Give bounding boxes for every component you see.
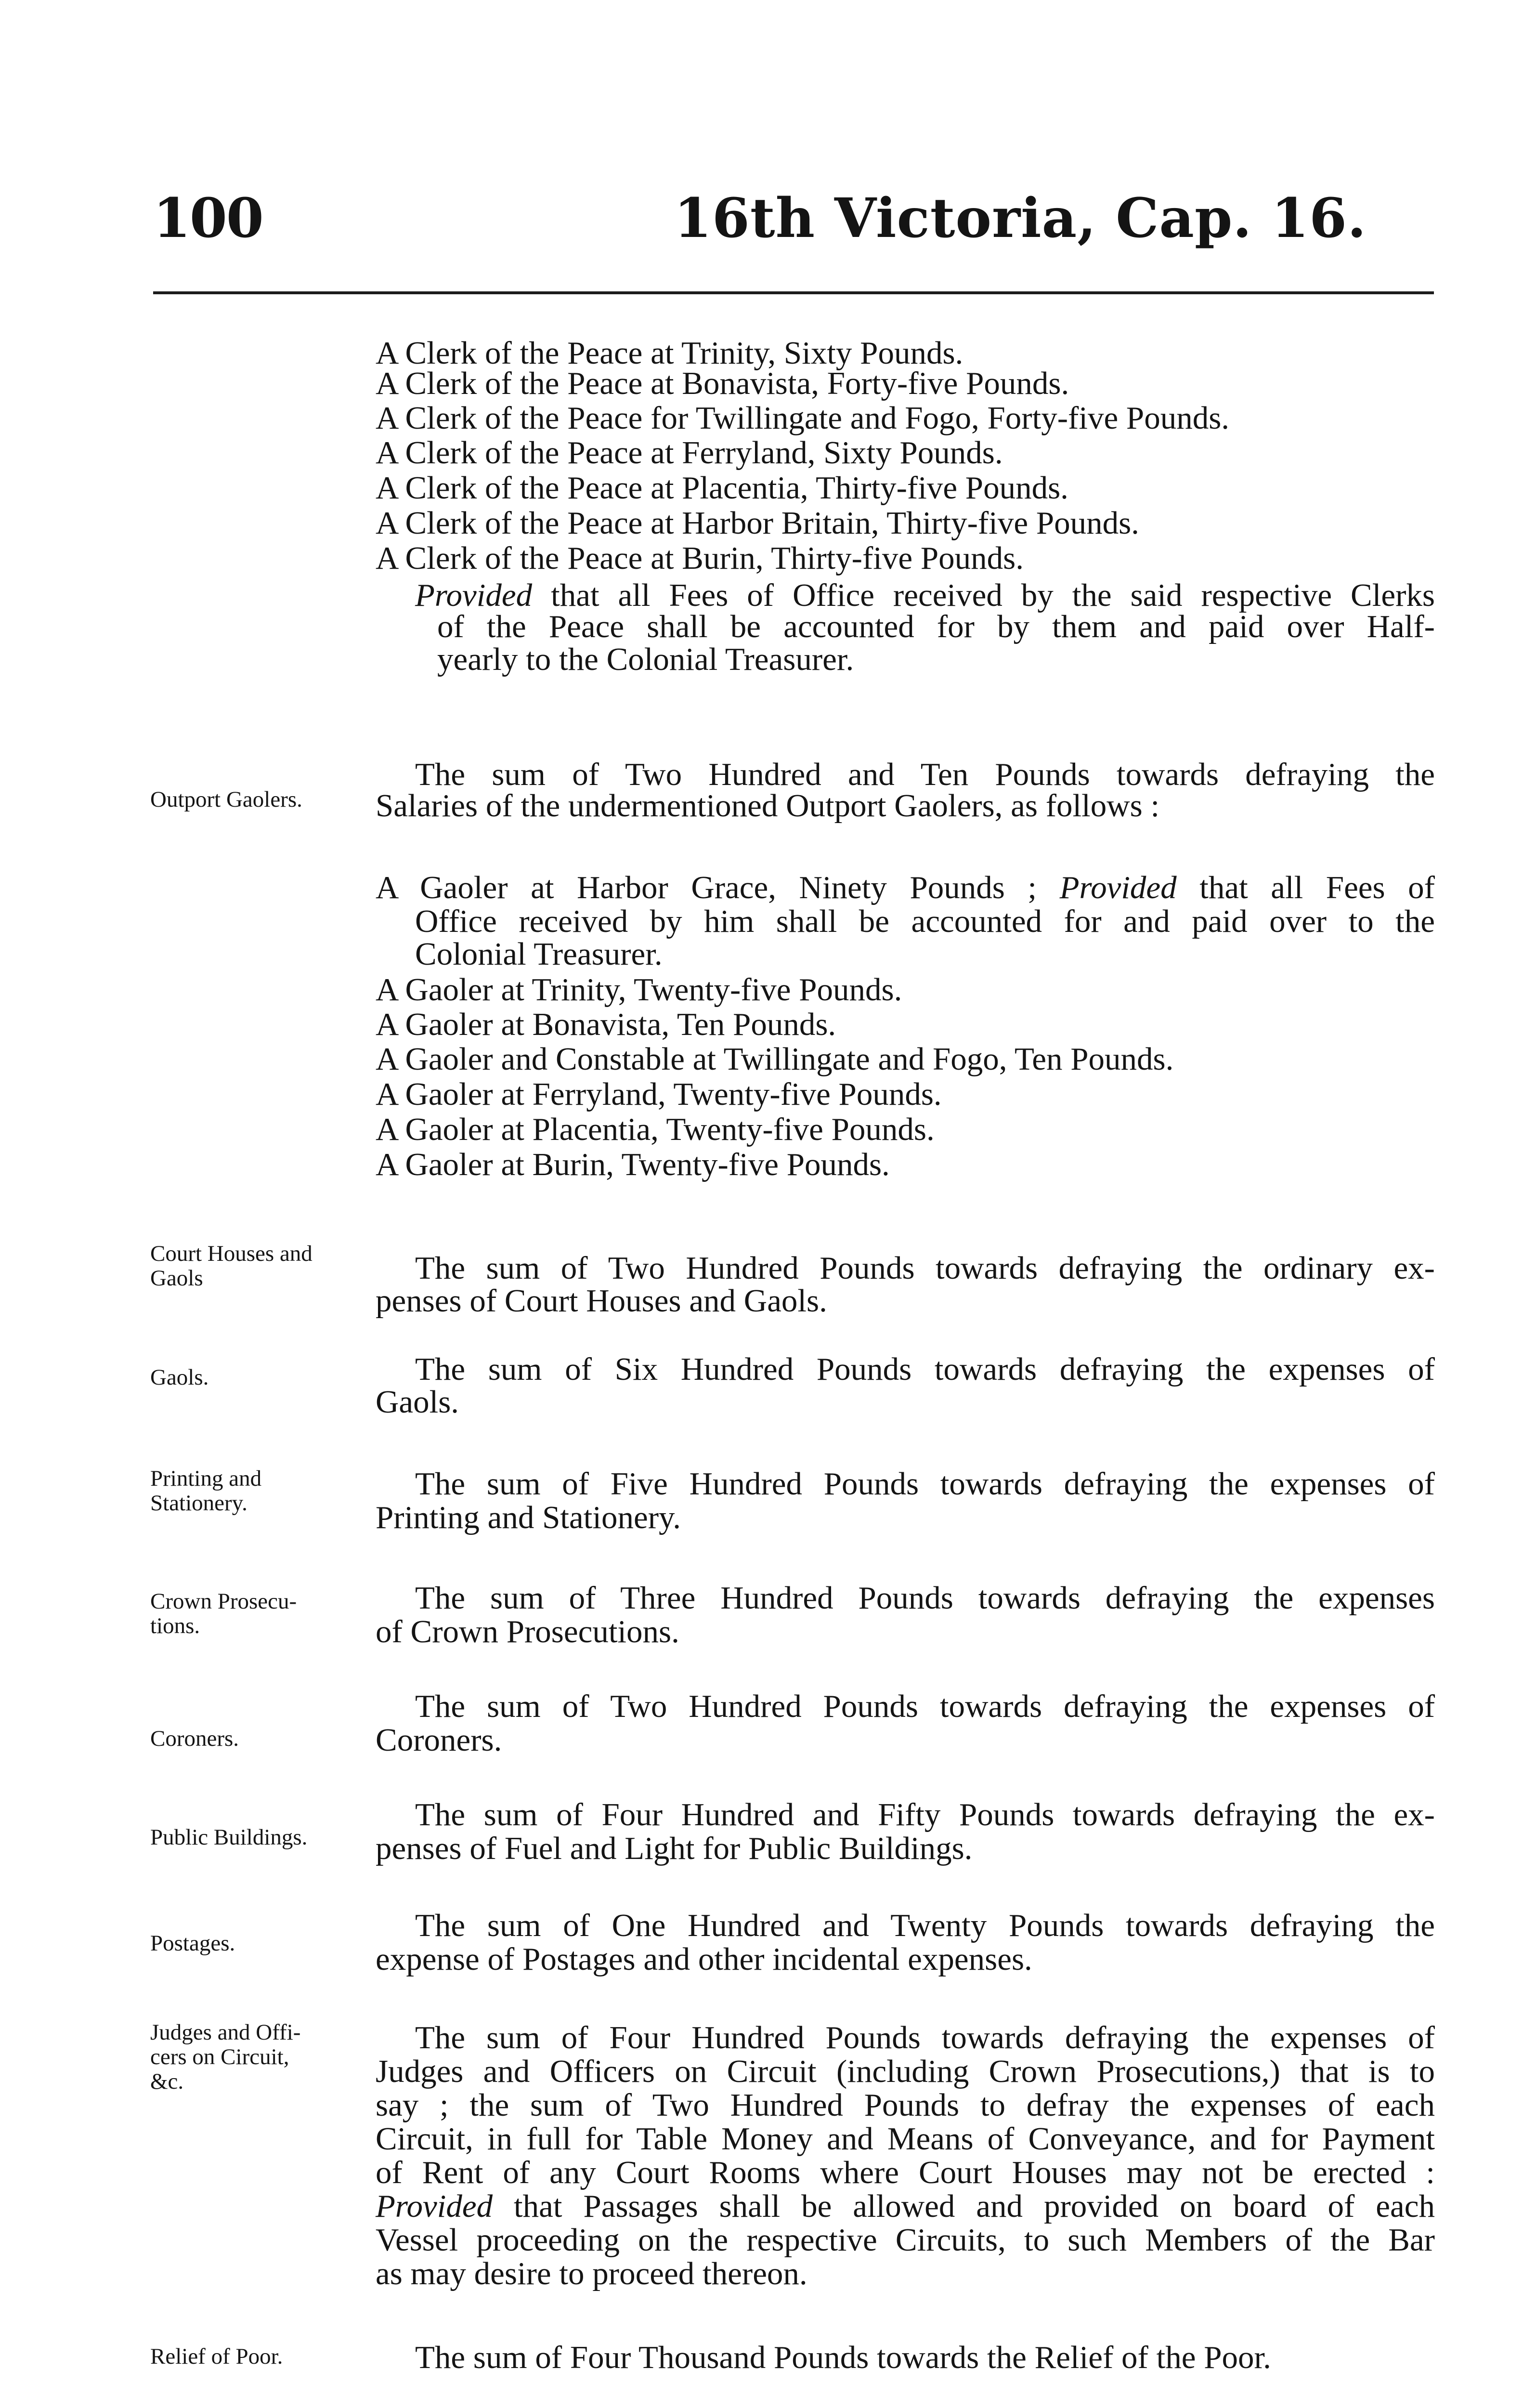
gaoler-line: A Gaoler at Bonavista, Ten Pounds. [376,1007,836,1042]
paragraph-line: The sum of Four Hundred and Fifty Pounds towards defraying the ex- [415,1797,1435,1832]
margin-note-gaols: Gaols. [150,1365,209,1390]
paragraph-line: penses of Court Houses and Gaols. [376,1283,827,1319]
paragraph-line: The sum of Five Hundred Pounds towards defraying the expenses of [415,1466,1435,1502]
paragraph-line: Provided that Passages shall be allowed and provided on board of each [376,2188,1435,2224]
clerk-proviso-line: of the Peace shall be accounted for by them and paid over Half- [437,609,1435,644]
paragraph-line: The sum of Six Hundred Pounds towards defraying the expenses of [415,1351,1435,1387]
paragraph-line: Salaries of the undermentioned Outport Gaolers, as follows : [376,788,1160,824]
margin-note-postages: Postages. [150,1931,235,1956]
margin-note-judges: Judges and Offi- cers on Circuit, &c. [150,2020,301,2094]
paragraph-line: expense of Postages and other incidental expenses. [376,1941,1032,1977]
paragraph-line: The sum of Two Hundred Pounds towards defraying the ordinary ex- [415,1250,1435,1286]
paragraph-line: The sum of Two Hundred and Ten Pounds towards defraying the [415,757,1435,792]
gaoler-line: A Gaoler at Placentia, Twenty-five Pounds. [376,1112,935,1147]
clerk-line: A Clerk of the Peace at Trinity, Sixty Pounds. [376,335,963,371]
margin-note-printing: Printing and Stationery. [150,1466,262,1516]
margin-note-coroners: Coroners. [150,1726,239,1751]
clerk-line: A Clerk of the Peace at Placentia, Thirty-five Pounds. [376,470,1068,506]
gaoler-line: A Gaoler at Burin, Twenty-five Pounds. [376,1147,890,1182]
margin-note-outport-gaolers: Outport Gaolers. [150,787,302,812]
clerk-line: A Clerk of the Peace at Burin, Thirty-five Pounds. [376,540,1024,576]
margin-note-crown-prosecutions: Crown Prosecu- tions. [150,1589,297,1638]
page-number: 100 [153,187,263,250]
paragraph-line: say ; the sum of Two Hundred Pounds to defray the expenses of each [376,2087,1435,2123]
paragraph-line: Printing and Stationery. [376,1500,681,1535]
clerk-line: A Clerk of the Peace at Harbor Britain, Thirty-five Pounds. [376,505,1139,541]
paragraph-line: The sum of One Hundred and Twenty Pounds towards defraying the [415,1908,1435,1943]
clerk-line: A Clerk of the Peace for Twillingate and Fogo, Forty-five Pounds. [376,400,1230,436]
margin-note-relief-of-poor: Relief of Poor. [150,2344,283,2369]
gaoler-line: A Gaoler and Constable at Twillingate and Fogo, Ten Pounds. [376,1041,1174,1077]
clerk-line: A Clerk of the Peace at Bonavista, Forty-five Pounds. [376,366,1069,401]
paragraph-line: penses of Fuel and Light for Public Buildings. [376,1831,973,1866]
page-header [0,0,1536,289]
proviso-italic: Provided [415,577,533,613]
paragraph-line: The sum of Two Hundred Pounds towards defraying the expenses of [415,1688,1435,1724]
paragraph-line: as may desire to proceed thereon. [376,2256,807,2291]
paragraph-line: of Rent of any Court Rooms where Court Houses may not be erected : [376,2155,1435,2190]
paragraph-line: The sum of Four Thousand Pounds towards the Relief of the Poor. [415,2340,1271,2375]
paragraph-line: Circuit, in full for Table Money and Means of Conveyance, and for Payment [376,2121,1435,2157]
paragraph-line: of Crown Prosecutions. [376,1614,679,1649]
gaoler-line: Office received by him shall be accounted for and paid over to the [415,903,1435,939]
running-title: 16th Victoria, Cap. 16. [674,187,1367,250]
margin-note-public-buildings: Public Buildings. [150,1825,308,1850]
paragraph-line: Vessel proceeding on the respective Circuits, to such Members of the Bar [376,2222,1435,2258]
paragraph-line: Coroners. [376,1722,502,1758]
gaoler-line: A Gaoler at Trinity, Twenty-five Pounds. [376,972,902,1008]
gaoler-line: Colonial Treasurer. [415,936,663,972]
paragraph-line: Gaols. [376,1384,459,1420]
margin-note-court-houses: Court Houses and Gaols [150,1241,312,1291]
clerk-proviso-line: Provided that all Fees of Office received by the said respective Clerks [415,577,1435,613]
clerk-line: A Clerk of the Peace at Ferryland, Sixty Pounds. [376,435,1003,471]
paragraph-line: The sum of Three Hundred Pounds towards defraying the expenses [415,1580,1435,1616]
proviso-italic: Provided [376,2188,493,2224]
header-rule [153,291,1434,294]
paragraph-line: Judges and Officers on Circuit (including Crown Prosecutions,) that is to [376,2054,1435,2089]
gaoler-line: A Gaoler at Harbor Grace, Ninety Pounds ; Provided that all Fees of [376,870,1435,905]
gaoler-line: A Gaoler at Ferryland, Twenty-five Pounds. [376,1076,942,1112]
proviso-italic: Provided [1059,870,1177,905]
paragraph-line: The sum of Four Hundred Pounds towards defraying the expenses of [415,2020,1435,2055]
clerk-proviso-line: yearly to the Colonial Treasurer. [437,641,854,677]
